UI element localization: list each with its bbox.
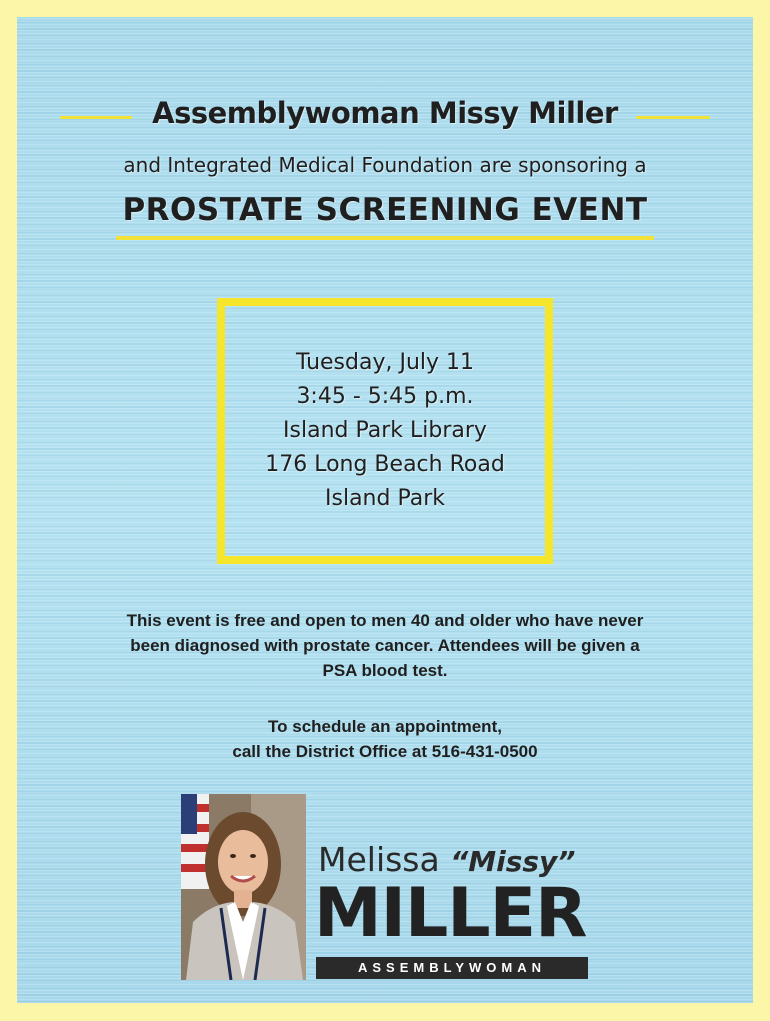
last-name: MILLER bbox=[314, 874, 587, 953]
title-underline bbox=[116, 236, 654, 240]
nickname: “Missy” bbox=[450, 845, 576, 878]
schedule-line-1: To schedule an appointment, bbox=[268, 717, 502, 736]
eligibility-line-3: PSA blood test. bbox=[322, 661, 448, 680]
office-title: ASSEMBLYWOMAN bbox=[316, 957, 588, 979]
event-town: Island Park bbox=[325, 486, 445, 511]
event-date: Tuesday, July 11 bbox=[295, 350, 475, 375]
eligibility-line-2: been diagnosed with prostate cancer. Attendees will be given a bbox=[130, 636, 640, 655]
portrait-photo bbox=[181, 794, 306, 980]
sponsors-line: and Integrated Medical Foundation are sponsoring a bbox=[123, 153, 647, 177]
eligibility-line-1: This event is free and open to men 40 and older who have never bbox=[126, 611, 644, 630]
host-heading: Assemblywoman Missy Miller bbox=[152, 96, 618, 130]
portrait-illustration bbox=[181, 794, 306, 980]
event-street: 176 Long Beach Road bbox=[265, 452, 505, 477]
schedule-line-2: call the District Office at 516-431-0500 bbox=[232, 742, 538, 761]
event-details-box bbox=[217, 298, 553, 564]
eligibility-text bbox=[60, 608, 710, 683]
first-name: Melissa bbox=[318, 840, 440, 879]
event-title: PROSTATE SCREENING EVENT bbox=[122, 192, 648, 228]
event-time: 3:45 - 5:45 p.m. bbox=[296, 384, 474, 409]
event-venue: Island Park Library bbox=[283, 418, 487, 443]
schedule-text bbox=[60, 714, 710, 764]
